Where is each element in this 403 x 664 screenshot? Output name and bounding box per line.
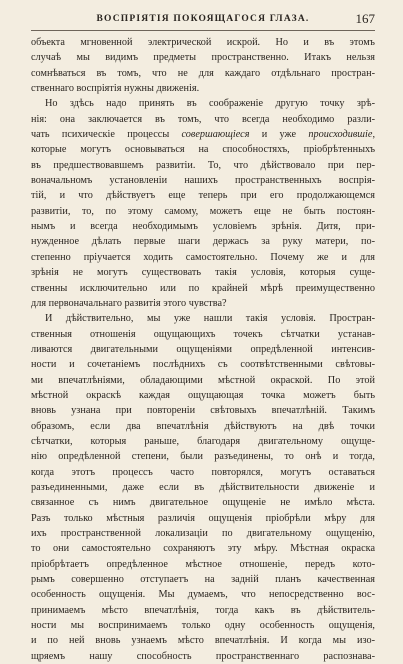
text-line: ности мы воспринимаемъ только одну особенность ощущенія, <box>31 620 375 632</box>
emphasized-term: совершающіеся <box>181 129 250 141</box>
text-line: ливаются двигательными ощущеніями опредѣленной интенсив- <box>31 343 375 355</box>
emphasized-term: происходившіе <box>308 129 373 141</box>
body-text <box>31 35 375 664</box>
text-line: степенно пріучается ходить самостоятельно. Почему же и для <box>31 251 375 263</box>
text-line: пріобрѣтаетъ опредѣленное мѣстное отношеніе, передъ кото- <box>31 558 375 570</box>
text-line: ихъ пространственной локализаціи по двигательному ощущенію, <box>31 528 375 539</box>
text-line: воначальномъ установленіи нашихъ пространственныхъ воспрія- <box>31 175 375 187</box>
text-line: ми впечатлѣніями, обладающими мѣстной окраской. По этой <box>31 374 375 386</box>
text-line: рымъ совершенно отступаетъ на заднiй планъ качественная <box>31 574 375 586</box>
text-line: вновь узнана при повтореніи свѣтовыхъ впечатлѣній. Такимъ <box>31 405 375 417</box>
text-line: ственныя отношенія ощущающихъ точекъ сѣтчатки устанав- <box>31 328 375 340</box>
text-run: чать психическіе процессы <box>31 129 182 141</box>
text-line: принимаемъ мѣсто впечатлѣнія, тогда какъ въ дѣйствитель- <box>31 604 375 616</box>
running-head <box>31 12 375 31</box>
text-line: Разъ только мѣстныя различія ощущенія пріобрѣли мѣру для <box>31 512 375 524</box>
text-line: ности и сочетаніемъ послѣднихъ съ соотвѣтственными свѣтовы- <box>31 359 375 371</box>
text-line: сомнѣваться въ томъ, что не для каждаго отдѣльнаго простран- <box>31 67 375 79</box>
text-line: образомъ, если два впечатлѣнія дѣйствуютъ на двѣ точки <box>31 420 375 432</box>
text-line: въ предшествовавшемъ развитіи. То, что дѣйствовало при пер- <box>31 159 375 171</box>
text-line: тій, и что дѣйствуетъ еще теперь при его продолжающемся <box>31 190 375 202</box>
text-line: нужденное дѣлать первые шаги держась за руку матери, по- <box>31 236 375 248</box>
text-line: зрѣнія не могутъ существовать такія условія, которыя суще- <box>31 267 375 279</box>
running-title: ВОСПРІЯТІЯ ПОКОЯЩАГОСЯ ГЛАЗА. <box>96 14 310 24</box>
text-run: и уже <box>249 129 309 141</box>
text-line: когда этотъ процессъ часто повторялся, могутъ оставаться <box>31 466 375 478</box>
text-line: нымъ и всегда необходимымъ условіемъ зрѣнія. Дитя, при- <box>31 221 375 233</box>
text-line: и по ней вновь узнаемъ мѣсто впечатлѣнія. И когда мы изо- <box>31 635 375 647</box>
text-line: Но здѣсь надо принять въ соображеніе другую точку зрѣ- <box>45 98 375 110</box>
text-line: связанное съ нимъ двигательное ощущеніе не имѣло мѣста. <box>31 497 375 509</box>
text-line: И дѣйствительно, мы уже нашли такія условія. Простран- <box>45 313 375 325</box>
page-number: 167 <box>355 11 375 26</box>
text-line: щряемъ нашу способность пространственнаго распознава- <box>31 650 375 662</box>
text-line: сѣтчатки, которыя раньше, благодаря двигательному ощуще- <box>31 435 375 447</box>
text-line: разъединенными, даже если въ дѣйствительности движеніе и <box>31 481 375 493</box>
text-line: которые могутъ основываться на способностяхъ, пріобрѣтенныхъ <box>31 144 375 156</box>
text-line: ственны исключительно или по крайней мѣрѣ преимущественно <box>31 282 375 294</box>
text-line: особенность ощущенія. Мы думаемъ, что непосредственно вос- <box>31 589 375 601</box>
text-line: для первоначальнаго развитія этого чувства? <box>31 297 227 309</box>
text-line: нія: она заключается въ томъ, что всегда необходимо разли- <box>31 113 375 125</box>
text-line: мѣстной окраскѣ каждая ощущающая точка можетъ быть <box>31 389 375 401</box>
text-line: нію опредѣленной степени, были разъединены, то онѣ и тогда, <box>31 451 375 463</box>
text-run: , <box>372 129 375 141</box>
text-line: развитіи, то, по этому самому, можетъ еще не быть постоян- <box>31 205 375 217</box>
text-line: то они самостоятельно сохраняютъ эту мѣру. Мѣстная окраска <box>31 543 375 555</box>
text-line <box>31 127 375 142</box>
text-line: случаѣ мы видимъ предметы пространственно. Итакъ нельзя <box>31 52 375 64</box>
text-line: ственнаго воспріятія нужны движенія. <box>31 83 200 95</box>
text-line: объекта мгновенной электрической искрой. Но и въ этомъ <box>31 37 375 48</box>
